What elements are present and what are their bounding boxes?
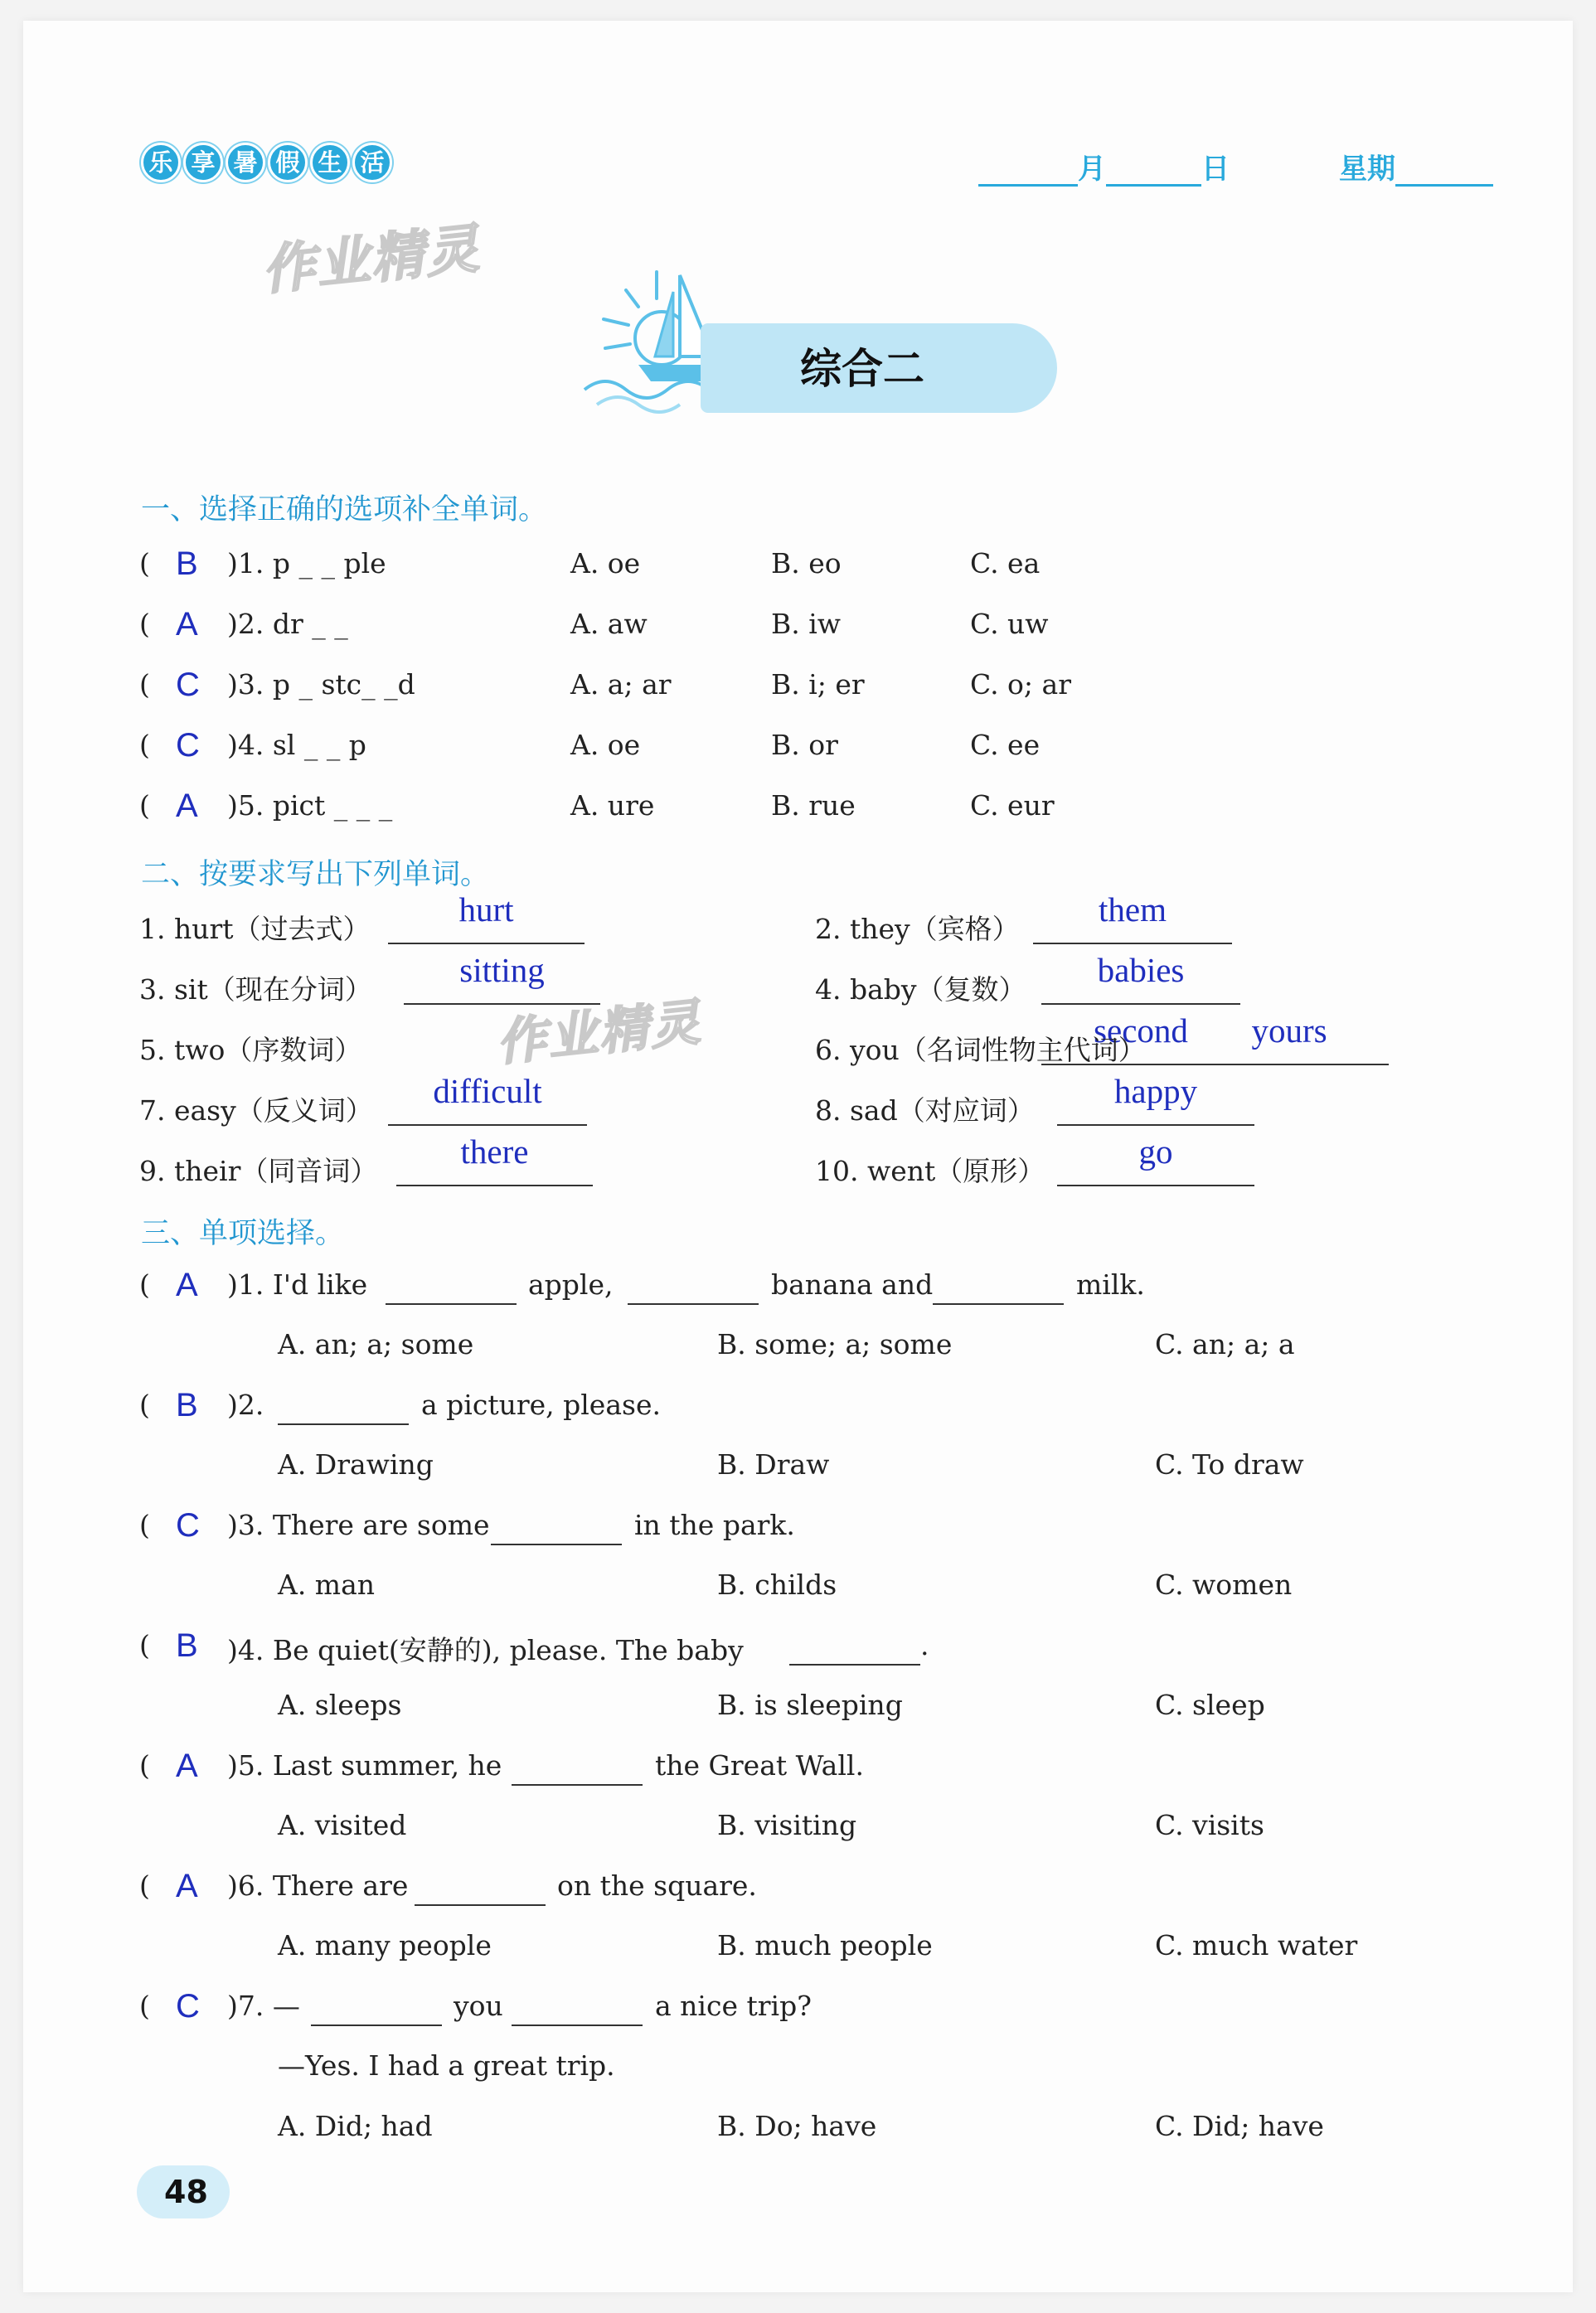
option-c: C. women <box>1155 1569 1293 1601</box>
brand-char: 暑 <box>226 143 265 182</box>
watermark: 作业精灵 <box>259 218 483 303</box>
option-a: A. many people <box>278 1929 492 1961</box>
answer-bracket-open: ( <box>139 729 150 761</box>
fill-question: 7. easy（反义词） <box>139 1094 373 1127</box>
answer-letter: C <box>176 667 200 703</box>
section-heading: 一、选择正确的选项补全单词。 <box>141 493 548 526</box>
answer-letter: A <box>176 1267 198 1303</box>
question-text: on the square. <box>557 1869 757 1902</box>
option-b: B. i; er <box>771 668 865 701</box>
answer-line[interactable] <box>404 1001 600 1005</box>
fill-question: 10. went（原形） <box>815 1155 1045 1187</box>
option-b: B. visiting <box>717 1809 857 1841</box>
question-text: you <box>454 1990 503 2022</box>
answer-blank[interactable] <box>415 1903 546 1906</box>
answer-letter: B <box>176 1627 198 1664</box>
answer-letter: C <box>176 1988 200 2024</box>
question-text: the Great Wall. <box>655 1749 864 1782</box>
written-answer: difficult <box>433 1072 542 1110</box>
option-b: B. childs <box>717 1569 837 1601</box>
answer-blank[interactable] <box>628 1302 759 1305</box>
answer-letter: A <box>176 1868 198 1904</box>
written-answer: sitting <box>459 951 545 989</box>
answer-bracket-open: ( <box>139 1749 150 1782</box>
fill-question: 8. sad（对应词） <box>815 1094 1035 1127</box>
answer-blank[interactable] <box>278 1422 409 1425</box>
option-c: C. ee <box>970 729 1041 761</box>
option-a: A. man <box>278 1569 376 1601</box>
question-text: )2. <box>227 1389 264 1421</box>
option-a: A. oe <box>570 729 641 761</box>
answer-letter: C <box>176 727 200 764</box>
question-text: . <box>920 1629 929 1661</box>
brand-char: 活 <box>352 143 392 182</box>
written-answer: them <box>1099 890 1167 929</box>
option-c: C. uw <box>970 608 1049 640</box>
answer-bracket-open: ( <box>139 1389 150 1421</box>
answer-letter: B <box>176 1387 198 1423</box>
option-a: A. Did; had <box>278 2110 433 2142</box>
question-text: )6. There are <box>227 1869 409 1902</box>
question-text: )2. dr _ _ <box>227 608 348 640</box>
answer-letter: C <box>176 1507 200 1544</box>
question-text: )3. p _ stc_ _d <box>227 668 415 701</box>
day-blank[interactable] <box>1106 158 1201 187</box>
option-b: B. iw <box>771 608 842 640</box>
question-text: milk. <box>1076 1268 1145 1301</box>
fill-question: 9. their（同音词） <box>139 1155 378 1187</box>
answer-line[interactable] <box>1041 1001 1240 1005</box>
question-text: )4. sl _ _ p <box>227 729 366 761</box>
month-blank[interactable] <box>978 158 1078 187</box>
date-fields <box>978 146 1230 187</box>
answer-bracket-open: ( <box>139 789 150 822</box>
answer-line[interactable] <box>388 1123 587 1126</box>
answer-bracket-open: ( <box>139 1629 150 1661</box>
written-answer: yours <box>1251 1011 1327 1050</box>
answer-letter: A <box>176 1748 198 1784</box>
answer-bracket-open: ( <box>139 608 150 640</box>
answer-line[interactable] <box>1033 941 1232 944</box>
written-answer: happy <box>1113 1072 1198 1110</box>
option-b: B. eo <box>771 547 842 579</box>
weekday-field <box>1339 146 1493 187</box>
option-a: A. visited <box>278 1809 407 1841</box>
option-b: B. or <box>771 729 838 761</box>
fill-question: 4. baby（复数） <box>815 973 1026 1006</box>
brand-logo <box>141 143 392 182</box>
question-text: )5. Last summer, he <box>227 1749 502 1782</box>
option-b: B. is sleeping <box>717 1689 903 1721</box>
weekday-label: 星期 <box>1339 153 1395 186</box>
answer-letter: A <box>176 606 198 642</box>
option-c: C. sleep <box>1155 1689 1265 1721</box>
question-text: a picture, please. <box>421 1389 661 1421</box>
fill-question: 5. two（序数词） <box>139 1034 362 1066</box>
option-a: A. oe <box>570 547 641 579</box>
answer-bracket-open: ( <box>139 1509 150 1541</box>
answer-line[interactable] <box>1190 1062 1389 1065</box>
option-a: A. ure <box>570 789 655 822</box>
month-label: 月 <box>1078 153 1106 186</box>
option-a: A. aw <box>570 608 648 640</box>
question-text-line2: —Yes. I had a great trip. <box>278 2049 615 2082</box>
answer-letter: B <box>176 546 198 582</box>
section-heading: 三、单项选择。 <box>141 1217 345 1250</box>
weekday-blank[interactable] <box>1395 158 1493 187</box>
answer-blank[interactable] <box>311 2023 442 2026</box>
written-answer: second <box>1094 1011 1188 1050</box>
answer-line[interactable] <box>396 1183 593 1186</box>
option-c: C. Did; have <box>1155 2110 1324 2142</box>
answer-line[interactable] <box>388 941 585 944</box>
answer-bracket-open: ( <box>139 547 150 579</box>
option-c: C. ea <box>970 547 1041 579</box>
option-c: C. an; a; a <box>1155 1328 1295 1360</box>
option-a: A. a; ar <box>570 668 672 701</box>
answer-blank[interactable] <box>933 1302 1064 1305</box>
written-answer: there <box>460 1132 529 1171</box>
answer-blank[interactable] <box>512 1782 643 1786</box>
written-answer: hurt <box>458 890 514 929</box>
option-a: A. sleeps <box>278 1689 402 1721</box>
section-heading: 二、按要求写出下列单词。 <box>141 858 490 891</box>
question-text: a nice trip? <box>655 1990 812 2022</box>
option-b: B. rue <box>771 789 856 822</box>
question-text: banana and <box>771 1268 934 1301</box>
option-b: B. Do; have <box>717 2110 877 2142</box>
option-c: C. much water <box>1155 1929 1358 1961</box>
fill-question: 6. you（名词性物主代词） <box>815 1034 1146 1066</box>
watermark: 作业精灵 <box>493 993 705 1073</box>
page-title: 综合二 <box>800 345 924 393</box>
answer-bracket-open: ( <box>139 1268 150 1301</box>
brand-char: 生 <box>310 143 350 182</box>
question-text: )5. pict _ _ _ <box>227 789 393 822</box>
answer-blank[interactable] <box>386 1302 517 1305</box>
answer-blank[interactable] <box>491 1542 622 1545</box>
question-text: )1. I'd like <box>227 1268 368 1301</box>
answer-line[interactable] <box>1057 1183 1254 1186</box>
option-a: A. an; a; some <box>278 1328 474 1360</box>
written-answer: babies <box>1097 951 1185 989</box>
fill-question: 3. sit（现在分词） <box>139 973 372 1006</box>
question-text: apple, <box>528 1268 614 1301</box>
option-c: C. o; ar <box>970 668 1071 701</box>
answer-line[interactable] <box>1057 1123 1254 1126</box>
written-answer: go <box>1138 1132 1173 1171</box>
day-label: 日 <box>1201 153 1230 186</box>
question-text: )4. Be quiet(安静的), please. The baby <box>227 1634 744 1666</box>
answer-bracket-open: ( <box>139 1869 150 1902</box>
question-text: in the park. <box>634 1509 795 1541</box>
fill-question: 2. they（宾格） <box>815 913 1020 945</box>
question-text: )1. p _ _ ple <box>227 547 386 579</box>
answer-blank[interactable] <box>789 1662 920 1666</box>
answer-letter: A <box>176 788 198 824</box>
option-b: B. Draw <box>717 1448 830 1481</box>
fill-question: 1. hurt（过去式） <box>139 913 371 945</box>
answer-blank[interactable] <box>512 2023 643 2026</box>
question-text: )3. There are some <box>227 1509 490 1541</box>
brand-char: 享 <box>183 143 223 182</box>
brand-char: 乐 <box>141 143 181 182</box>
option-b: B. much people <box>717 1929 933 1961</box>
option-b: B. some; a; some <box>717 1328 953 1360</box>
page-number: 48 <box>164 2174 208 2210</box>
option-c: C. To draw <box>1155 1448 1304 1481</box>
option-c: C. eur <box>970 789 1055 822</box>
answer-bracket-open: ( <box>139 668 150 701</box>
option-a: A. Drawing <box>278 1448 434 1481</box>
brand-char: 假 <box>268 143 308 182</box>
option-c: C. visits <box>1155 1809 1264 1841</box>
answer-bracket-open: ( <box>139 1990 150 2022</box>
question-text: )7. — <box>227 1990 300 2022</box>
